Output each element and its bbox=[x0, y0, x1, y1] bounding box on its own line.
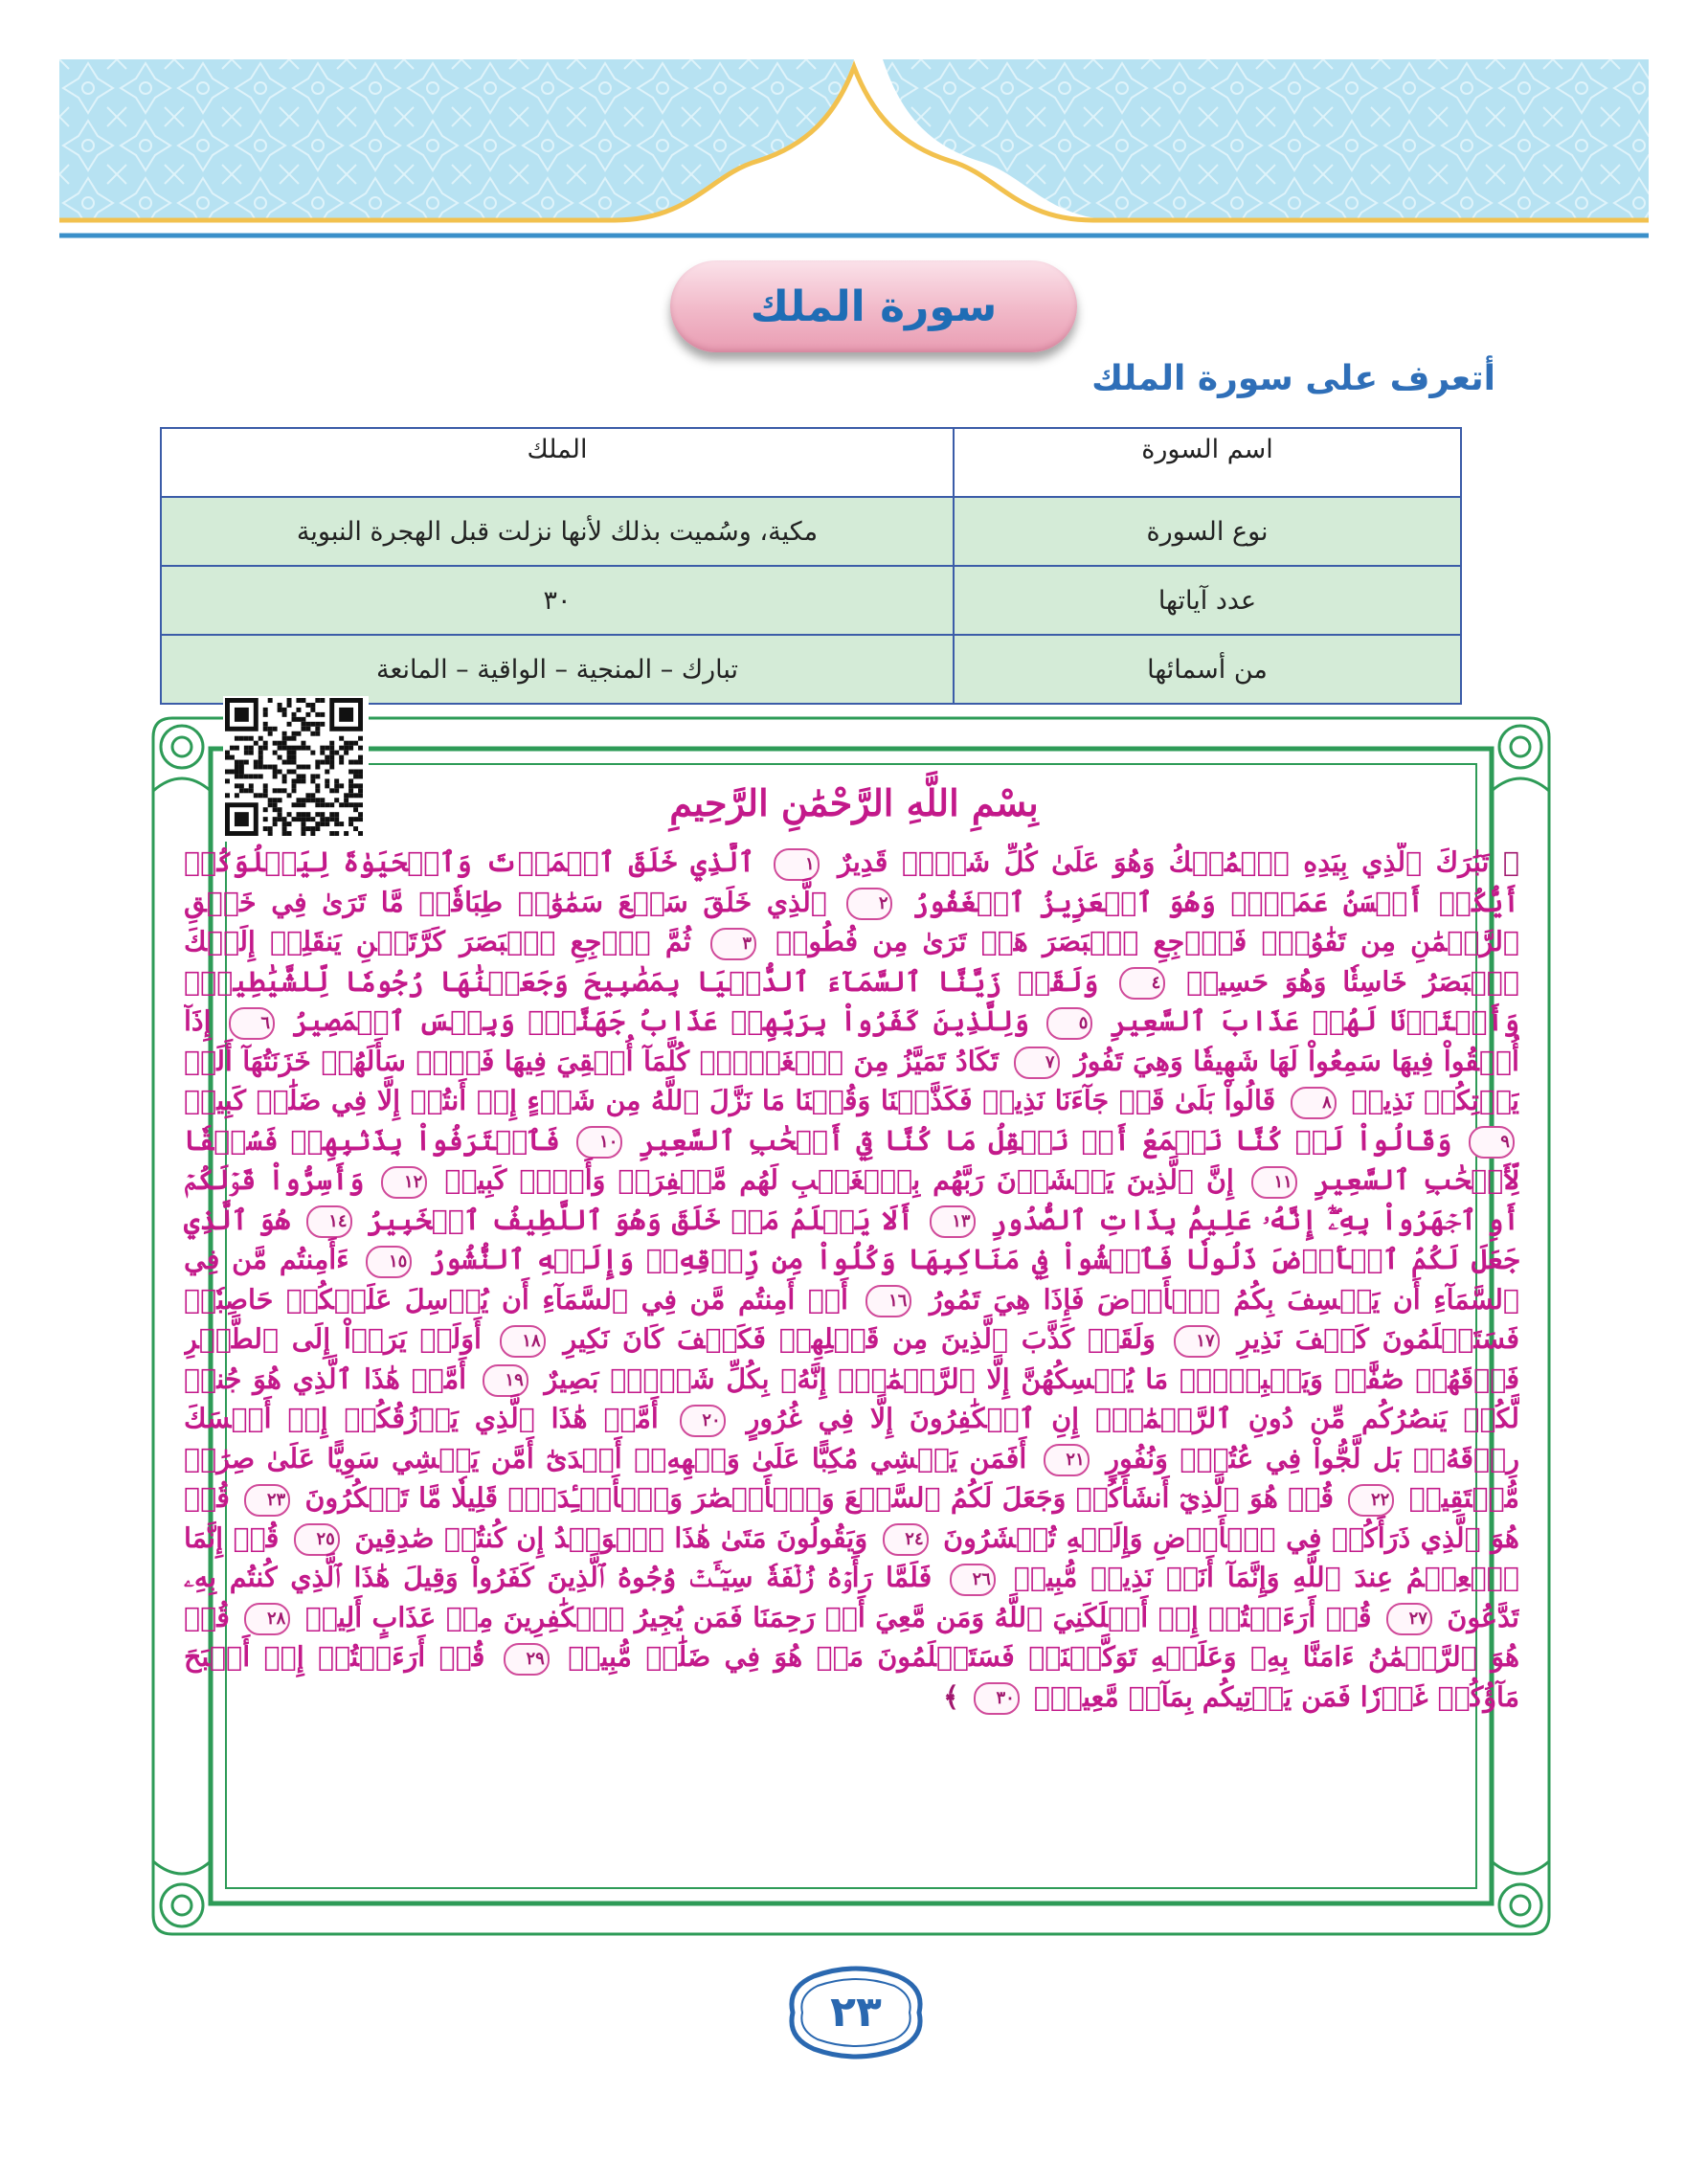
verse-text: فَٱعۡتَرَفُواْ بِذَنۢبِهِمۡ فَسُحۡقٗا لِّأَصۡحَٰبِ ٱلسَّعِيرِ bbox=[184, 1123, 1519, 1196]
close-ornament: ﴾ bbox=[943, 1679, 959, 1713]
verse-text: قَالُواْ بَلَىٰ قَدۡ جَآءَنَا نَذِيرٞ فَكَذَّبۡنَا وَقُلۡنَا مَا نَزَّلَ ٱللَّهُ مِن شَيۡءٍ إِنۡ أَنتُمۡ إِلَّا فِي ضَلَٰلٖ كَبِيرٖ bbox=[184, 1084, 1276, 1116]
page-number: ٢٣ bbox=[830, 1988, 882, 2037]
verse-text: تَكَادُ تَمَيَّزُ مِنَ ٱلۡغَيۡظِۖ كُلَّمَآ أُلۡقِيَ فِيهَا فَوۡجٞ سَأَلَهُمۡ خَزَنَتُهَآ أَلَمۡ يَأۡتِكُمۡ نَذِيرٞ bbox=[184, 1044, 1519, 1116]
verse-text: وَقَالُواْ لَوۡ كُنَّا نَسۡمَعُ أَوۡ نَعۡقِلُ مَا كُنَّا فِيٓ أَصۡحَٰبِ ٱلسَّعِيرِ bbox=[640, 1123, 1452, 1157]
verse-text: قُلۡ أَرَءَيۡتُمۡ إِنۡ أَصۡبَحَ مَآؤُكُمۡ غَوۡرٗا فَمَن يَأۡتِيكُم بِمَآءٖ مَّعِينِۭ bbox=[184, 1640, 1519, 1713]
table-value-cell: ٣٠ bbox=[161, 566, 954, 635]
ayah-number-marker: ٢٧ bbox=[1386, 1603, 1432, 1635]
table-row bbox=[161, 428, 1461, 497]
ayah-number-marker: ٩ bbox=[1469, 1126, 1515, 1159]
table-key-cell: نوع السورة bbox=[954, 497, 1461, 566]
ayah-number-marker: ١٦ bbox=[865, 1285, 911, 1317]
ayah-number-marker: ١٥ bbox=[366, 1246, 412, 1278]
ayah-number-marker: ١٠ bbox=[576, 1126, 622, 1159]
surah-title: سورة الملك bbox=[750, 281, 998, 331]
ayah-number-marker: ٢٥ bbox=[294, 1523, 340, 1556]
verse-text: أَمۡ أَمِنتُم مَّن فِي ٱلسَّمَآءِ أَن يُرۡسِلَ عَلَيۡكُمۡ حَاصِبٗاۖ فَسَتَعۡلَمُونَ كَيۡفَ نَذِيرِ bbox=[184, 1282, 1519, 1355]
verse-text: قُلۡ هُوَ ٱلَّذِي ذَرَأَكُمۡ فِي ٱلۡأَرۡضِ وَإِلَيۡهِ تُحۡشَرُونَ bbox=[184, 1481, 1519, 1554]
ayah-number-marker: ٢٩ bbox=[504, 1643, 550, 1676]
page-number-badge bbox=[785, 1965, 927, 2060]
ayah-number-marker: ٥ bbox=[1046, 1007, 1092, 1040]
ayah-number-marker: ٢٠ bbox=[680, 1405, 726, 1437]
surah-info-table bbox=[160, 427, 1462, 705]
verse-text: إِذَآ أُلۡقُواْ فِيهَا سَمِعُواْ لَهَا شَهِيقٗا وَهِيَ تَفُورُ bbox=[184, 1004, 1519, 1077]
verse-text: ٱلَّذِي خَلَقَ سَبۡعَ سَمَٰوَٰتٖ طِبَاقٗاۖ مَّا تَرَىٰ فِي خَلۡقِ ٱلرَّحۡمَٰنِ مِن تَفَٰوُتٖۖ فَٱرۡجِعِ ٱلۡبَصَرَ هَلۡ تَرَىٰ مِن فُطُورٖ bbox=[184, 885, 1519, 957]
ayah-number-marker: ٨ bbox=[1291, 1087, 1337, 1119]
table-row bbox=[161, 497, 1461, 566]
table-key-cell: من أسمائها bbox=[954, 635, 1461, 704]
ayah-number-marker: ٣٠ bbox=[974, 1682, 1020, 1715]
basmala: بِسْمِ اللَّهِ الرَّحْمَٰنِ الرَّحِيمِ bbox=[669, 781, 1039, 824]
table-row bbox=[161, 635, 1461, 704]
verse-text: ثُمَّ ٱرۡجِعِ ٱلۡبَصَرَ كَرَّتَيۡنِ يَنقَلِبۡ إِلَيۡكَ ٱلۡبَصَرُ خَاسِئٗا وَهُوَ حَسِيرٞ bbox=[184, 925, 1519, 998]
verse-text: ٱلَّذِي خَلَقَ ٱلۡمَوۡتَ وَٱلۡحَيَوٰةَ لِيَبۡلُوَكُمۡ أَيُّكُمۡ أَحۡسَنُ عَمَلٗاۚ وَهُوَ ٱلۡعَزِيزُ ٱلۡغَفُورُ bbox=[184, 845, 1519, 918]
ayah-number-marker: ٢١ bbox=[1044, 1444, 1090, 1476]
verse-text: قُلۡ هُوَ ٱلرَّحۡمَٰنُ ءَامَنَّا بِهِۦ وَعَلَيۡهِ تَوَكَّلۡنَاۖ فَسَتَعۡلَمُونَ مَنۡ هُوَ فِي ضَلَٰلٖ مُّبِينٖ bbox=[184, 1600, 1519, 1673]
section-heading: أتعرف على سورة الملك bbox=[1091, 359, 1495, 398]
table-key-cell: عدد آياتها bbox=[954, 566, 1461, 635]
verse-text: وَيَقُولُونَ مَتَىٰ هَٰذَا ٱلۡوَعۡدُ إِن كُنتُمۡ صَٰدِقِينَ bbox=[354, 1520, 868, 1554]
verse-text: فَلَمَّا رَأَوۡهُ زُلۡفَةٗ سِيٓـَٔتۡ وُجُوهُ ٱلَّذِينَ كَفَرُواْ وَقِيلَ هَٰذَا ٱلَّذِي كُنتُم بِهِۦ تَدَّعُونَ bbox=[184, 1561, 1519, 1633]
ayah-number-marker: ١٢ bbox=[381, 1166, 427, 1199]
ayah-number-marker: ٢٣ bbox=[244, 1484, 290, 1517]
verse-text: أَلَا يَعۡلَمُ مَنۡ خَلَقَ وَهُوَ ٱللَّطِيفُ ٱلۡخَبِيرُ bbox=[367, 1203, 914, 1236]
header-banner bbox=[59, 59, 1649, 241]
ayah-number-marker: ١١ bbox=[1251, 1166, 1297, 1199]
ayah-number-marker: ٤ bbox=[1119, 967, 1165, 1000]
ayah-number-marker: ١ bbox=[774, 848, 820, 881]
open-ornament: ﴿ bbox=[1502, 845, 1519, 878]
ayah-number-marker: ٢٨ bbox=[244, 1603, 290, 1635]
verse-text: وَلَقَدۡ زَيَّنَّا ٱلسَّمَآءَ ٱلدُّنۡيَا بِمَصَٰبِيحَ وَجَعَلۡنَٰهَا رُجُومٗا لِّلشَّيَٰطِينِۖ وَأَعۡتَدۡنَا لَهُمۡ عَذَابَ ٱلسَّعِيرِ bbox=[184, 964, 1519, 1037]
verse-text: تَبَٰرَكَ ٱلَّذِي بِيَدِهِ ٱلۡمُلۡكُ وَهُوَ عَلَىٰ كُلِّ شَيۡءٖ قَدِيرٌ bbox=[838, 845, 1490, 878]
ayah-number-marker: ١٧ bbox=[1174, 1325, 1220, 1358]
verse-text: أَفَمَن يَمۡشِي مُكِبًّا عَلَىٰ وَجۡهِهِۦٓ أَهۡدَىٰٓ أَمَّن يَمۡشِي سَوِيًّا عَلَىٰ صِرَٰطٖ مُّسۡتَقِيمٖ bbox=[184, 1441, 1519, 1514]
verse-list bbox=[184, 845, 1519, 1713]
ayah-number-marker: ٢ bbox=[846, 888, 892, 920]
ayah-number-marker: ١٩ bbox=[483, 1364, 528, 1397]
ayah-number-marker: ٧ bbox=[1014, 1047, 1060, 1079]
ayah-number-marker: ٢٤ bbox=[883, 1523, 929, 1556]
ayah-number-marker: ٦ bbox=[229, 1007, 275, 1040]
quran-verses bbox=[184, 843, 1519, 1915]
ayah-number-marker: ١٣ bbox=[930, 1205, 976, 1238]
verse-text: وَأَسِرُّواْ قَوۡلَكُمۡ أَوِ ٱجۡهَرُواْ بِهِۦٓۖ إِنَّهُۥ عَلِيمُۢ بِذَاتِ ٱلصُّدُورِ bbox=[184, 1163, 1519, 1236]
ayah-number-marker: ٣ bbox=[710, 928, 756, 960]
ayah-number-marker: ١٤ bbox=[306, 1205, 352, 1238]
table-value-cell: الملك bbox=[161, 428, 954, 497]
table-value-cell: مكية، وسُميت بذلك لأنها نزلت قبل الهجرة النبوية bbox=[161, 497, 954, 566]
verse-text: أَوَلَمۡ يَرَوۡاْ إِلَى ٱلطَّيۡرِ فَوۡقَهُمۡ صَٰٓفَّٰتٖ وَيَقۡبِضۡنَۚ مَا يُمۡسِكُهُنَّ إِلَّا ٱلرَّحۡمَٰنُۚ إِنَّهُۥ بِكُلِّ شَيۡءِۢ بَصِيرٌ bbox=[184, 1322, 1519, 1395]
ayah-number-marker: ٢٦ bbox=[950, 1564, 996, 1596]
verse-text: أَمَّنۡ هَٰذَا ٱلَّذِي يَرۡزُقُكُمۡ إِنۡ أَمۡسَكَ رِزۡقَهُۥۚ بَل لَّجُّواْ فِي عُتُوّٖ وَنُفُورٍ bbox=[184, 1402, 1519, 1474]
verse-text: ءَأَمِنتُم مَّن فِي ٱلسَّمَآءِ أَن يَخۡسِفَ بِكُمُ ٱلۡأَرۡضَ فَإِذَا هِيَ تَمُورُ bbox=[184, 1243, 1519, 1316]
verse-text: قُلۡ هُوَ ٱلَّذِيٓ أَنشَأَكُمۡ وَجَعَلَ لَكُمُ ٱلسَّمۡعَ وَٱلۡأَبۡصَٰرَ وَٱلۡأَفۡـِٔدَةَۖ قَلِيلٗا مَّا تَشۡكُرُونَ bbox=[304, 1481, 1334, 1514]
verse-text: قُلۡ إِنَّمَا ٱلۡعِلۡمُ عِندَ ٱللَّهِ وَإِنَّمَآ أَنَا۠ نَذِيرٞ مُّبِينٞ bbox=[184, 1520, 1519, 1593]
verse-text: قُلۡ أَرَءَيۡتُمۡ إِنۡ أَهۡلَكَنِيَ ٱللَّهُ وَمَن مَّعِيَ أَوۡ رَحِمَنَا فَمَن يُجِيرُ ٱلۡكَٰفِرِينَ مِنۡ عَذَابٍ أَلِيمٖ bbox=[304, 1600, 1372, 1633]
verse-text: هُوَ ٱلَّذِي جَعَلَ لَكُمُ ٱلۡأَرۡضَ ذَلُولٗا فَٱمۡشُواْ فِي مَنَاكِبِهَا وَكُلُواْ مِن رِّزۡقِهِۦۖ وَإِلَيۡهِ ٱلنُّشُورُ bbox=[184, 1203, 1519, 1275]
surah-title-pill bbox=[670, 260, 1077, 352]
verse-text: وَلِلَّذِينَ كَفَرُواْ بِرَبِّهِمۡ عَذَابُ جَهَنَّمَۖ وَبِئۡسَ ٱلۡمَصِيرُ bbox=[292, 1004, 1029, 1037]
verse-text: إِنَّ ٱلَّذِينَ يَخۡشَوۡنَ رَبَّهُم بِٱلۡغَيۡبِ لَهُم مَّغۡفِرَةٞ وَأَجۡرٞ كَبِيرٞ bbox=[444, 1163, 1234, 1196]
ayah-number-marker: ٢٢ bbox=[1348, 1484, 1394, 1517]
banner-pattern bbox=[59, 59, 1649, 241]
table-key-cell: اسم السورة bbox=[954, 428, 1461, 497]
table-value-cell: تبارك – المنجية – الواقية – المانعة bbox=[161, 635, 954, 704]
table-row bbox=[161, 566, 1461, 635]
verse-text: أَمَّنۡ هَٰذَا ٱلَّذِي هُوَ جُندٞ لَّكُمۡ يَنصُرُكُم مِّن دُونِ ٱلرَّحۡمَٰنِۚ إِنِ ٱلۡكَٰفِرُونَ إِلَّا فِي غُرُورٍ bbox=[184, 1362, 1519, 1434]
ayah-number-marker: ١٨ bbox=[500, 1325, 546, 1358]
verse-text: وَلَقَدۡ كَذَّبَ ٱلَّذِينَ مِن قَبۡلِهِمۡ فَكَيۡفَ كَانَ نَكِيرِ bbox=[563, 1322, 1156, 1355]
